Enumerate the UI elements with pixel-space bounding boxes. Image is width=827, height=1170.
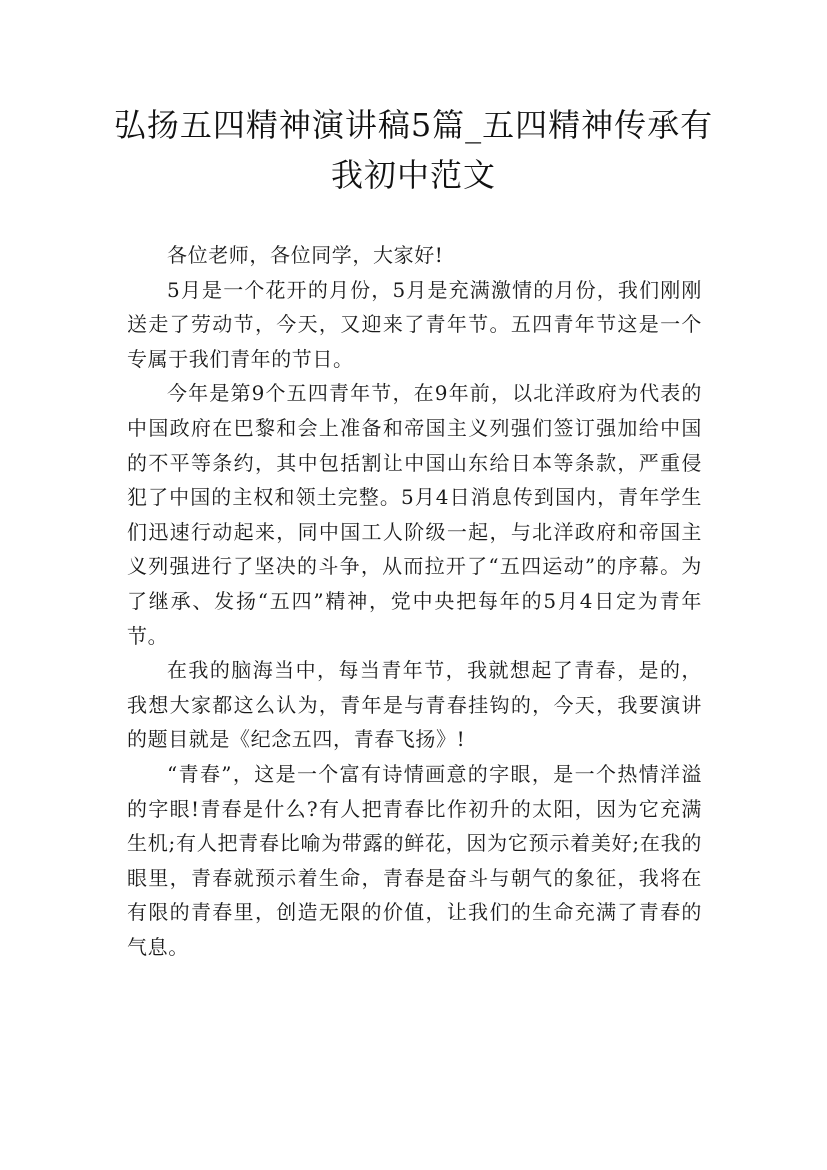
paragraph-greeting: 各位老师，各位同学，大家好! (167, 243, 444, 267)
paragraph-history: 今年是第9个五四青年节，在9年前，以北洋政府为代表的中国政府在巴黎和会上准备和帝国主义列强们签订强加给中国的不平等条约，其中包括割让中国山东给日本等条款，严重侵犯了中国的主权和领土完整。5月4日消息传到国内，青年学生们迅速行动起来，同中国工人阶级一起，与北洋政府和帝国主义列强进行了坚决的斗争，从而拉开了“五四运动”的序幕。为了继承、发扬“五四”精神，党中央把每年的5月4日定为青年节。 (127, 381, 702, 648)
document-title: 弘扬五四精神演讲稿5篇_五四精神传承有我初中范文 (113, 106, 714, 194)
paragraph-may-intro: 5月是一个花开的月份，5月是充满激情的月份，我们刚刚送走了劳动节，今天，又迎来了青年节。五四青年节这是一个专属于我们青年的节日。 (127, 277, 702, 371)
paragraph-speech-topic: 在我的脑海当中，每当青年节，我就想起了青春，是的，我想大家都这么认为，青年是与青春挂钩的，今天，我要演讲的题目就是《纪念五四，青春飞扬》! (127, 658, 702, 752)
paragraph-youth: “青春”，这是一个富有诗情画意的字眼，是一个热情洋溢的字眼!青春是什么?有人把青春比作初升的太阳，因为它充满生机;有人把青春比喻为带露的鲜花，因为它预示着美好;在我的眼里，青春就预示着生命，青春是奋斗与朝气的象征，我将在有限的青春里，创造无限的价值，让我们的生命充满了青春的气息。 (127, 761, 702, 959)
document-body (127, 238, 702, 964)
